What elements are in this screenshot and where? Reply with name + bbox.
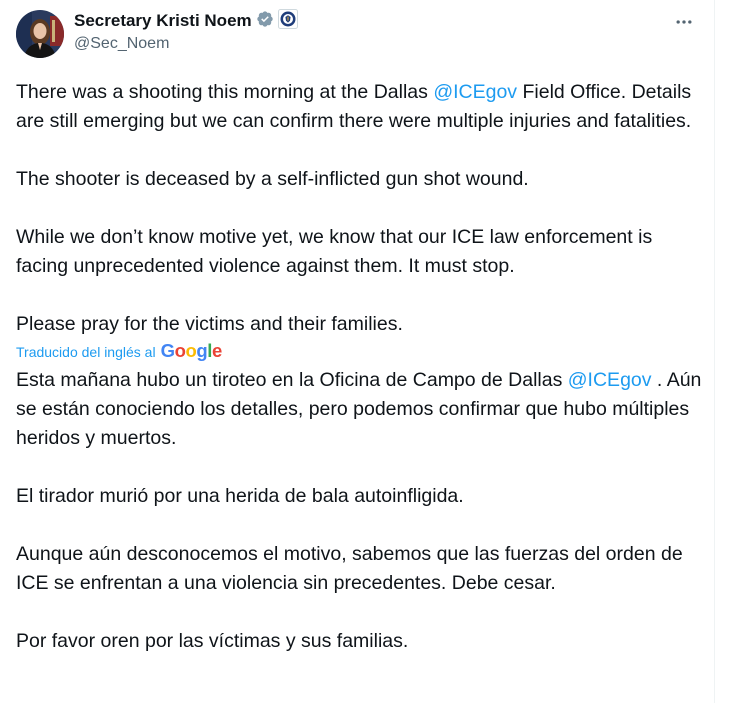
translated-mention-icegov-link[interactable]: @ICEgov xyxy=(567,369,652,391)
translated-paragraph-2: El tirador murió por una herida de bala autoinfligida. xyxy=(16,485,464,507)
author-name-row xyxy=(74,10,298,32)
author-display-name[interactable]: Secretary Kristi Noem xyxy=(74,11,252,30)
tweet-paragraph-3: While we don’t know motive yet, we know that our ICE law enforcement is facing unprecedented violence against them. It must stop. xyxy=(16,226,653,277)
avatar-image xyxy=(16,10,64,58)
tweet-paragraph-4: Please pray for the victims and their families. xyxy=(16,313,403,335)
more-horizontal-icon xyxy=(674,12,694,32)
dhs-seal-icon[interactable] xyxy=(278,9,298,34)
avatar[interactable] xyxy=(16,10,64,58)
translated-from-label[interactable]: Traducido del inglés al xyxy=(16,344,156,360)
timeline-divider xyxy=(714,0,715,703)
more-options-button[interactable] xyxy=(670,10,698,34)
translation-attribution xyxy=(16,339,706,366)
google-logo: Google xyxy=(160,340,222,362)
verified-badge-icon[interactable] xyxy=(256,10,274,33)
translated-paragraph-1: Esta mañana hubo un tiroteo en la Oficina de Campo de Dallas @ICEgov . Aún se están conociendo los detalles, pero podemos confirmar que hubo múltiples heridos y muertos. xyxy=(16,369,702,449)
tweet-body xyxy=(16,78,706,656)
mention-icegov-link[interactable]: @ICEgov xyxy=(433,81,518,103)
tweet-paragraph-2: The shooter is deceased by a self-inflicted gun shot wound. xyxy=(16,168,529,190)
tweet-paragraph-1: There was a shooting this morning at the Dallas @ICEgov Field Office. Details are still emerging but we can confirm there were multiple injuries and fatalities. xyxy=(16,81,692,132)
author-handle[interactable]: @Sec_Noem xyxy=(74,35,170,52)
translated-paragraph-4: Por favor oren por las víctimas y sus familias. xyxy=(16,630,409,652)
translated-paragraph-3: Aunque aún desconocemos el motivo, sabemos que las fuerzas del orden de ICE se enfrentan a una violencia sin precedentes. Debe cesar. xyxy=(16,543,683,594)
